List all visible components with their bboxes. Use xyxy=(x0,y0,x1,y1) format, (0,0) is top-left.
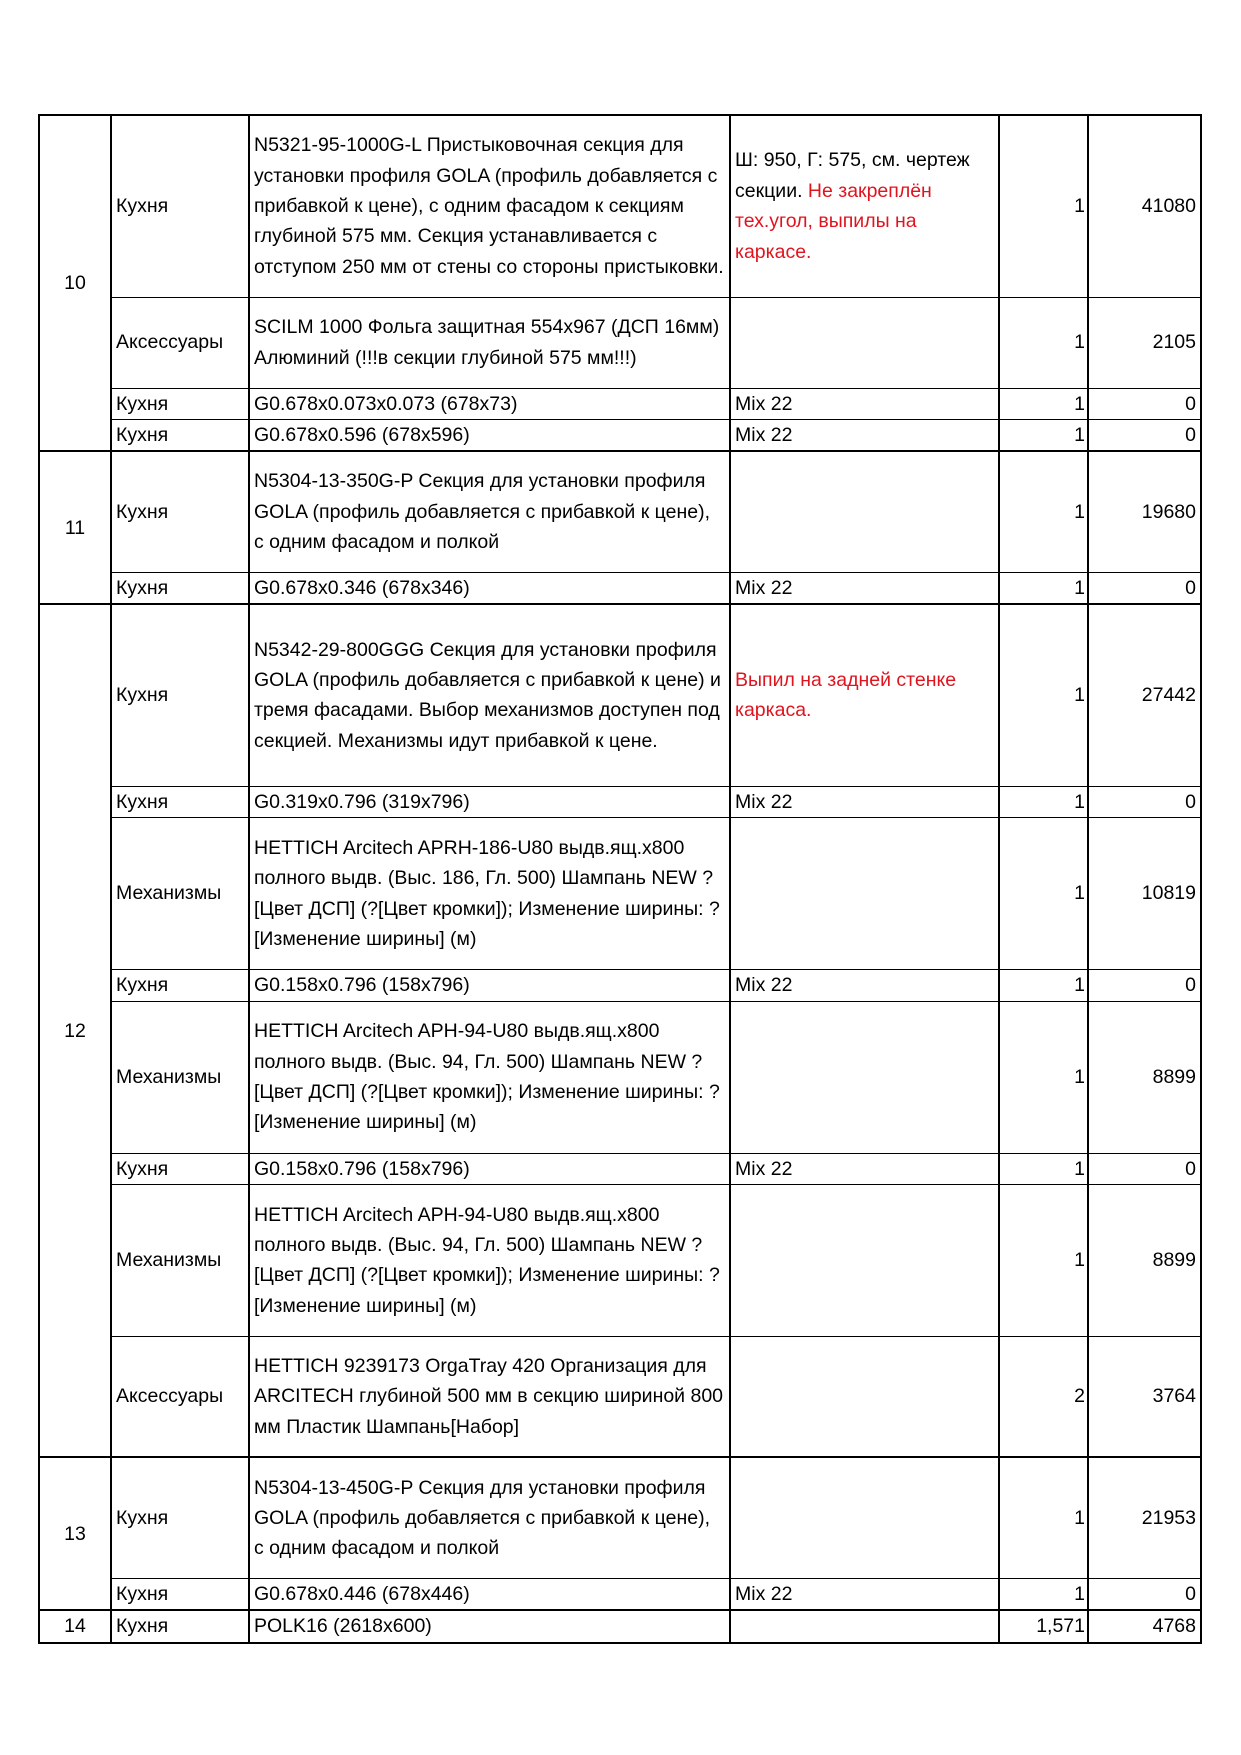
description-cell: G0.158x0.796 (158x796) xyxy=(249,970,730,1001)
description-cell: HETTICH Arcitech APRH-186-U80 выдв.ящ.х800 полного выдв. (Выс. 186, Гл. 500) Шампань NEW ?[Цвет ДСП] (?[Цвет кромки]); Изменение ширины: ?[Изменение ширины] (м) xyxy=(249,818,730,970)
category-cell: Кухня xyxy=(111,572,249,604)
note-text: Ш: 950, Г: 575, см. чертеж секции. xyxy=(735,149,970,202)
note-cell: Mix 22 xyxy=(730,572,999,604)
description-cell: G0.678x0.596 (678x596) xyxy=(249,419,730,451)
price-cell: 0 xyxy=(1088,419,1201,451)
item-number: 12 xyxy=(39,604,111,1457)
quantity-cell: 1 xyxy=(999,1578,1088,1610)
table-row xyxy=(39,786,1201,817)
table-row xyxy=(39,1336,1201,1457)
table-row xyxy=(39,970,1201,1001)
price-cell: 27442 xyxy=(1088,604,1201,786)
category-cell: Кухня xyxy=(111,451,249,572)
category-cell: Механизмы xyxy=(111,1184,249,1336)
item-number: 13 xyxy=(39,1457,111,1610)
category-cell: Кухня xyxy=(111,419,249,451)
price-cell: 3764 xyxy=(1088,1336,1201,1457)
item-number: 14 xyxy=(39,1610,111,1642)
item-number: 11 xyxy=(39,451,111,604)
note-cell xyxy=(730,1184,999,1336)
note-cell xyxy=(730,115,999,297)
description-cell: HETTICH 9239173 OrgaTray 420 Организация для ARCITECH глубиной 500 мм в секцию шириной 800 мм Пластик Шампань[Набор] xyxy=(249,1336,730,1457)
table-row xyxy=(39,1610,1201,1642)
quantity-cell: 1 xyxy=(999,388,1088,419)
quantity-cell: 1 xyxy=(999,451,1088,572)
category-cell: Механизмы xyxy=(111,1001,249,1153)
quantity-cell: 1 xyxy=(999,572,1088,604)
table-row xyxy=(39,1578,1201,1610)
note-cell xyxy=(730,1001,999,1153)
category-cell: Кухня xyxy=(111,786,249,817)
description-cell: G0.678x0.446 (678x446) xyxy=(249,1578,730,1610)
price-cell: 19680 xyxy=(1088,451,1201,572)
note-cell xyxy=(730,1336,999,1457)
category-cell: Механизмы xyxy=(111,818,249,970)
table-row xyxy=(39,1457,1201,1578)
category-cell: Аксессуары xyxy=(111,297,249,388)
price-cell: 2105 xyxy=(1088,297,1201,388)
description-cell: G0.158x0.796 (158x796) xyxy=(249,1153,730,1184)
table-row xyxy=(39,1184,1201,1336)
note-cell xyxy=(730,818,999,970)
note-cell xyxy=(730,451,999,572)
description-cell: HETTICH Arcitech APH-94-U80 выдв.ящ.х800 полного выдв. (Выс. 94, Гл. 500) Шампань NEW ?[Цвет ДСП] (?[Цвет кромки]); Изменение ширины: ?[Изменение ширины] (м) xyxy=(249,1001,730,1153)
category-cell: Кухня xyxy=(111,1153,249,1184)
price-cell: 0 xyxy=(1088,1153,1201,1184)
quantity-cell: 1 xyxy=(999,1457,1088,1578)
quantity-cell: 1 xyxy=(999,818,1088,970)
price-cell: 0 xyxy=(1088,786,1201,817)
price-cell: 8899 xyxy=(1088,1001,1201,1153)
category-cell: Аксессуары xyxy=(111,1336,249,1457)
description-cell: POLK16 (2618x600) xyxy=(249,1610,730,1642)
category-cell: Кухня xyxy=(111,1610,249,1642)
specification-table xyxy=(38,114,1202,1644)
price-cell: 0 xyxy=(1088,1578,1201,1610)
warning-note: Выпил на задней стенке каркаса. xyxy=(730,604,999,786)
table-row xyxy=(39,419,1201,451)
category-cell: Кухня xyxy=(111,1457,249,1578)
description-cell: G0.678x0.073x0.073 (678x73) xyxy=(249,388,730,419)
table-row xyxy=(39,1001,1201,1153)
table-row xyxy=(39,572,1201,604)
quantity-cell: 1 xyxy=(999,1184,1088,1336)
table-row xyxy=(39,115,1201,297)
note-cell xyxy=(730,297,999,388)
table-row xyxy=(39,451,1201,572)
price-cell: 8899 xyxy=(1088,1184,1201,1336)
description-cell: N5342-29-800GGG Секция для установки профиля GOLA (профиль добавляется с прибавкой к цене) и тремя фасадами. Выбор механизмов доступен под секцией. Механизмы идут прибавкой к цене. xyxy=(249,604,730,786)
note-cell: Mix 22 xyxy=(730,388,999,419)
category-cell: Кухня xyxy=(111,970,249,1001)
category-cell: Кухня xyxy=(111,1578,249,1610)
description-cell: SCILM 1000 Фольга защитная 554х967 (ДСП 16мм) Алюминий (!!!в секции глубиной 575 мм!!!) xyxy=(249,297,730,388)
quantity-cell: 1 xyxy=(999,786,1088,817)
note-cell xyxy=(730,1610,999,1642)
note-cell xyxy=(730,1457,999,1578)
note-cell: Mix 22 xyxy=(730,786,999,817)
quantity-cell: 1 xyxy=(999,970,1088,1001)
price-cell: 41080 xyxy=(1088,115,1201,297)
quantity-cell: 1 xyxy=(999,604,1088,786)
category-cell: Кухня xyxy=(111,604,249,786)
description-cell: N5304-13-450G-P Секция для установки профиля GOLA (профиль добавляется с прибавкой к цене), с одним фасадом и полкой xyxy=(249,1457,730,1578)
table-row xyxy=(39,818,1201,970)
category-cell: Кухня xyxy=(111,388,249,419)
note-cell: Mix 22 xyxy=(730,970,999,1001)
description-cell: G0.678x0.346 (678x346) xyxy=(249,572,730,604)
description-cell: N5321-95-1000G-L Пристыковочная секция для установки профиля GOLA (профиль добавляется с прибавкой к цене), с одним фасадом к секциям глубиной 575 мм. Секция устанавливается с отступом 250 мм от стены со стороны пристыковки. xyxy=(249,115,730,297)
quantity-cell: 1 xyxy=(999,1153,1088,1184)
category-cell: Кухня xyxy=(111,115,249,297)
quantity-cell: 1 xyxy=(999,297,1088,388)
note-cell: Mix 22 xyxy=(730,419,999,451)
table-row xyxy=(39,297,1201,388)
price-cell: 0 xyxy=(1088,572,1201,604)
description-cell: HETTICH Arcitech APH-94-U80 выдв.ящ.х800 полного выдв. (Выс. 94, Гл. 500) Шампань NEW ?[Цвет ДСП] (?[Цвет кромки]); Изменение ширины: ?[Изменение ширины] (м) xyxy=(249,1184,730,1336)
note-cell: Mix 22 xyxy=(730,1578,999,1610)
note-cell: Mix 22 xyxy=(730,1153,999,1184)
quantity-cell: 1 xyxy=(999,419,1088,451)
quantity-cell: 2 xyxy=(999,1336,1088,1457)
table-row xyxy=(39,604,1201,786)
quantity-cell: 1 xyxy=(999,1001,1088,1153)
description-cell: G0.319x0.796 (319x796) xyxy=(249,786,730,817)
price-cell: 0 xyxy=(1088,970,1201,1001)
item-number: 10 xyxy=(39,115,111,451)
price-cell: 10819 xyxy=(1088,818,1201,970)
description-cell: N5304-13-350G-P Секция для установки профиля GOLA (профиль добавляется с прибавкой к цене), с одним фасадом и полкой xyxy=(249,451,730,572)
table-row xyxy=(39,388,1201,419)
warning-note: Не закреплён тех.угол, выпилы на каркасе. xyxy=(735,179,932,263)
quantity-cell: 1,571 xyxy=(999,1610,1088,1642)
price-cell: 4768 xyxy=(1088,1610,1201,1642)
price-cell: 0 xyxy=(1088,388,1201,419)
quantity-cell: 1 xyxy=(999,115,1088,297)
table-row xyxy=(39,1153,1201,1184)
price-cell: 21953 xyxy=(1088,1457,1201,1578)
